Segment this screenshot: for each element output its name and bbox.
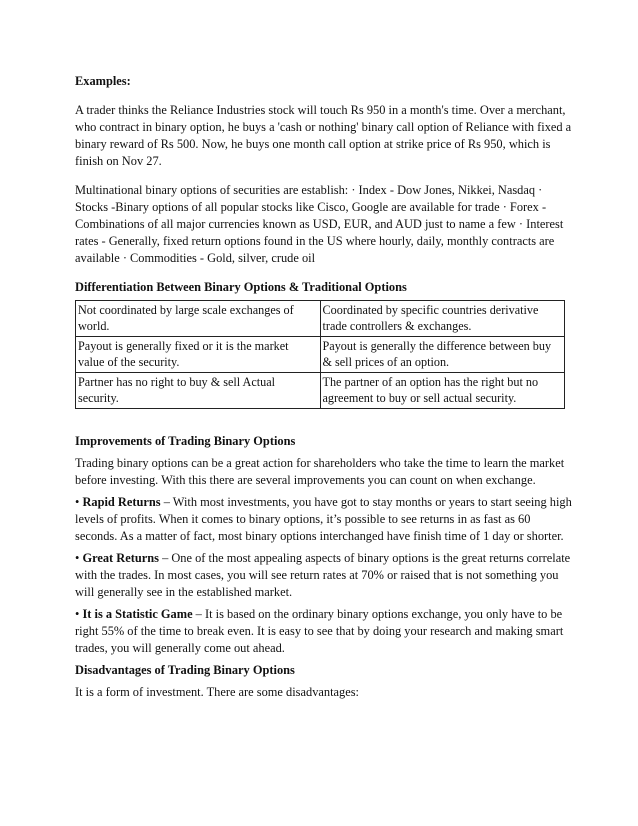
differentiation-table bbox=[75, 300, 565, 409]
table-cell-right: Coordinated by specific countries derivative trade controllers & exchanges. bbox=[320, 301, 565, 337]
differentiation-heading: Differentiation Between Binary Options & Traditional Options bbox=[75, 280, 407, 294]
table-cell-right: The partner of an option has the right but no agreement to buy or sell actual security. bbox=[320, 373, 565, 409]
examples-paragraph-2: Multinational binary options of securities are establish: · Index - Dow Jones, Nikkei, Nasdaq · Stocks -Binary options of all popular stocks like Cisco, Google are available for trade · Forex - Combinations of all major currencies known as USD, EUR, and AUD just to name a few · Interest rates - Generally, fixed return options found in the US where hourly, daily, monthly contracts are available · Commodities - Gold, silver, crude oil bbox=[75, 183, 564, 265]
table-cell-left: Partner has no right to buy & sell Actual security. bbox=[76, 373, 321, 409]
bullet-text: – With most investments, you have got to stay months or years to start seeing high levels of profits. When it comes to binary options, it’s possible to see returns in as fast as 60 seconds. As a matter of fact, most binary options interchanged have finish time of 1 day or shorter. bbox=[75, 495, 572, 543]
table-cell-left: Not coordinated by large scale exchanges of world. bbox=[76, 301, 321, 337]
table-row bbox=[76, 373, 565, 409]
document-content bbox=[75, 73, 575, 701]
disadvantages-intro: It is a form of investment. There are some disadvantages: bbox=[75, 685, 359, 699]
examples-heading: Examples: bbox=[75, 74, 131, 88]
improvements-intro: Trading binary options can be a great action for shareholders who take the time to learn the market before investing. With this there are several improvements you can count on when exchange. bbox=[75, 456, 565, 487]
table-row bbox=[76, 337, 565, 373]
table-cell-right: Payout is generally the difference between buy & sell prices of an option. bbox=[320, 337, 565, 373]
bullet-rapid-returns bbox=[75, 494, 575, 545]
bullet-lead: Rapid Returns bbox=[82, 495, 161, 509]
improvements-heading: Improvements of Trading Binary Options bbox=[75, 434, 296, 448]
table-row bbox=[76, 301, 565, 337]
disadvantages-heading: Disadvantages of Trading Binary Options bbox=[75, 663, 295, 677]
bullet-lead: It is a Statistic Game bbox=[82, 607, 193, 621]
bullet-marker: • bbox=[75, 495, 80, 509]
bullet-statistic-game bbox=[75, 606, 575, 657]
bullet-lead: Great Returns bbox=[82, 551, 159, 565]
bullet-marker: • bbox=[75, 551, 80, 565]
bullet-marker: • bbox=[75, 607, 80, 621]
bullet-text: – One of the most appealing aspects of binary options is the great returns correlate with the trades. In most cases, you will see return rates at 70% or raised that is not something you will generally see in the established market. bbox=[75, 551, 571, 599]
bullet-great-returns bbox=[75, 550, 575, 601]
table-cell-left: Payout is generally fixed or it is the market value of the security. bbox=[76, 337, 321, 373]
bullet-text: – It is based on the ordinary binary options exchange, you only have to be right 55% of the time to break even. It is easy to see that by doing your research and making smart trades, you will generally come out ahead. bbox=[75, 607, 564, 655]
examples-paragraph-1: A trader thinks the Reliance Industries stock will touch Rs 950 in a month's time. Over a merchant, who contract in binary option, he buys a 'cash or nothing' binary call option of Reliance with fixed a binary reward of Rs 500. Now, he buys one month call option at strike price of Rs 950, which is finish on Nov 27. bbox=[75, 103, 572, 168]
